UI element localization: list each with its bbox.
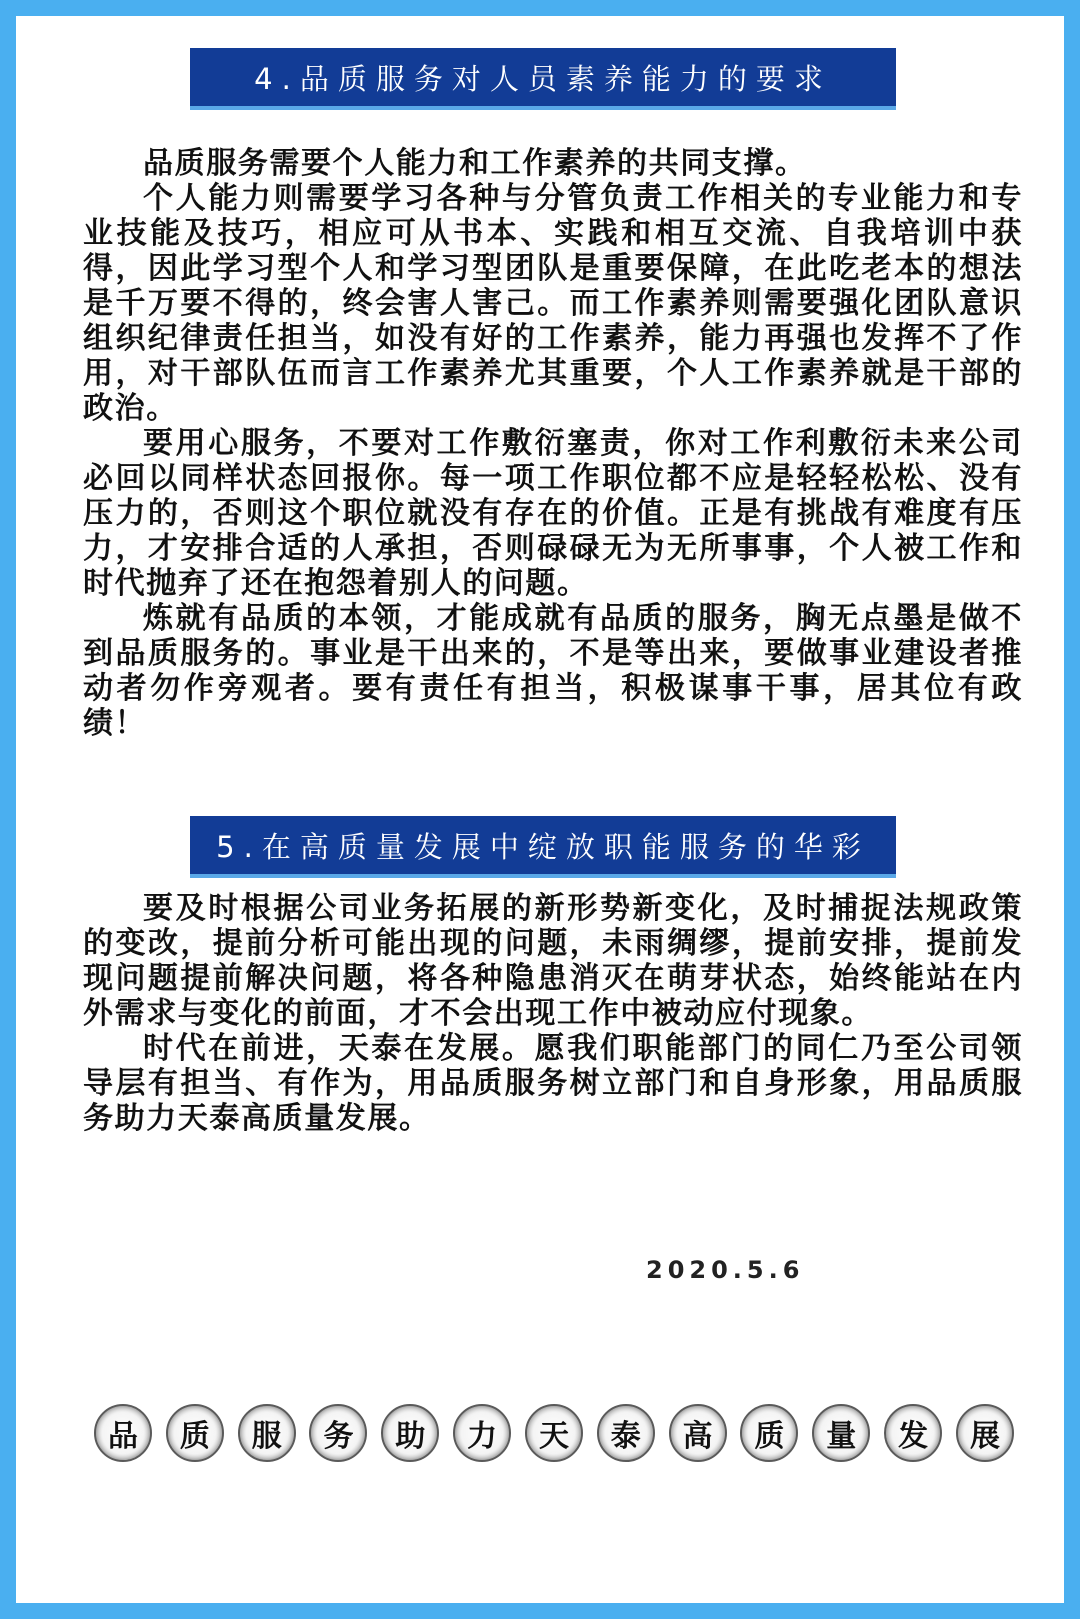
paragraph: 时代在前进，天泰在发展。愿我们职能部门的同仁乃至公司领导层有担当、有作为，用品质服务树立部门和自身形象，用品质服务助力天泰高质量发展。: [83, 1031, 1023, 1136]
slogan-seal: 泰: [597, 1404, 655, 1462]
paragraph: 要及时根据公司业务拓展的新形势新变化，及时捕捉法规政策的变改，提前分析可能出现的问题，未雨绸缪，提前安排，提前发现问题提前解决问题，将各种隐患消灭在萌芽状态，始终能站在内外需求与变化的前面，才不会出现工作中被动应付现象。: [83, 891, 1023, 1031]
page: [16, 16, 1064, 1603]
slogan-seal: 展: [956, 1404, 1014, 1462]
paragraph: 个人能力则需要学习各种与分管负责工作相关的专业能力和专业技能及技巧，相应可从书本、实践和相互交流、自我培训中获得，因此学习型个人和学习型团队是重要保障，在此吃老本的想法是千万要不得的，终会害人害己。而工作素养则需要强化团队意识组织纪律责任担当，如没有好的工作素养，能力再强也发挥不了作用，对干部队伍而言工作素养尤其重要，个人工作素养就是干部的政治。: [83, 181, 1023, 426]
paragraph: 品质服务需要个人能力和工作素养的共同支撑。: [143, 146, 807, 181]
slogan-seal: 高: [669, 1404, 727, 1462]
section-5-body: [83, 891, 1023, 1136]
slogan-seal: 量: [812, 1404, 870, 1462]
paragraph: 要用心服务，不要对工作敷衍塞责，你对工作利敷衍未来公司必回以同样状态回报你。每一项工作职位都不应是轻轻松松、没有压力的，否则这个职位就没有存在的价值。正是有挑战有难度有压力，才安排合适的人承担，否则碌碌无为无所事事，个人被工作和时代抛弃了还在抱怨着别人的问题。: [83, 426, 1023, 601]
date: 2020.5.6: [646, 1256, 805, 1284]
slogan-seal-row: [94, 1404, 1014, 1466]
slogan-seal: 助: [381, 1404, 439, 1462]
slogan-seal: 发: [884, 1404, 942, 1462]
slogan-seal: 质: [740, 1404, 798, 1462]
slogan-seal: 服: [238, 1404, 296, 1462]
slogan-seal: 质: [166, 1404, 224, 1462]
section-4-body: [83, 146, 1023, 741]
slogan-seal: 品: [94, 1404, 152, 1462]
section-5-title: 5.在高质量发展中绽放职能服务的华彩: [190, 816, 896, 878]
section-4-title: 4.品质服务对人员素养能力的要求: [190, 48, 896, 110]
slogan-seal: 天: [525, 1404, 583, 1462]
paragraph: 炼就有品质的本领，才能成就有品质的服务，胸无点墨是做不到品质服务的。事业是干出来的，不是等出来，要做事业建设者推动者勿作旁观者。要有责任有担当，积极谋事干事，居其位有政绩！: [83, 601, 1023, 741]
slogan-seal: 务: [309, 1404, 367, 1462]
slogan-seal: 力: [453, 1404, 511, 1462]
